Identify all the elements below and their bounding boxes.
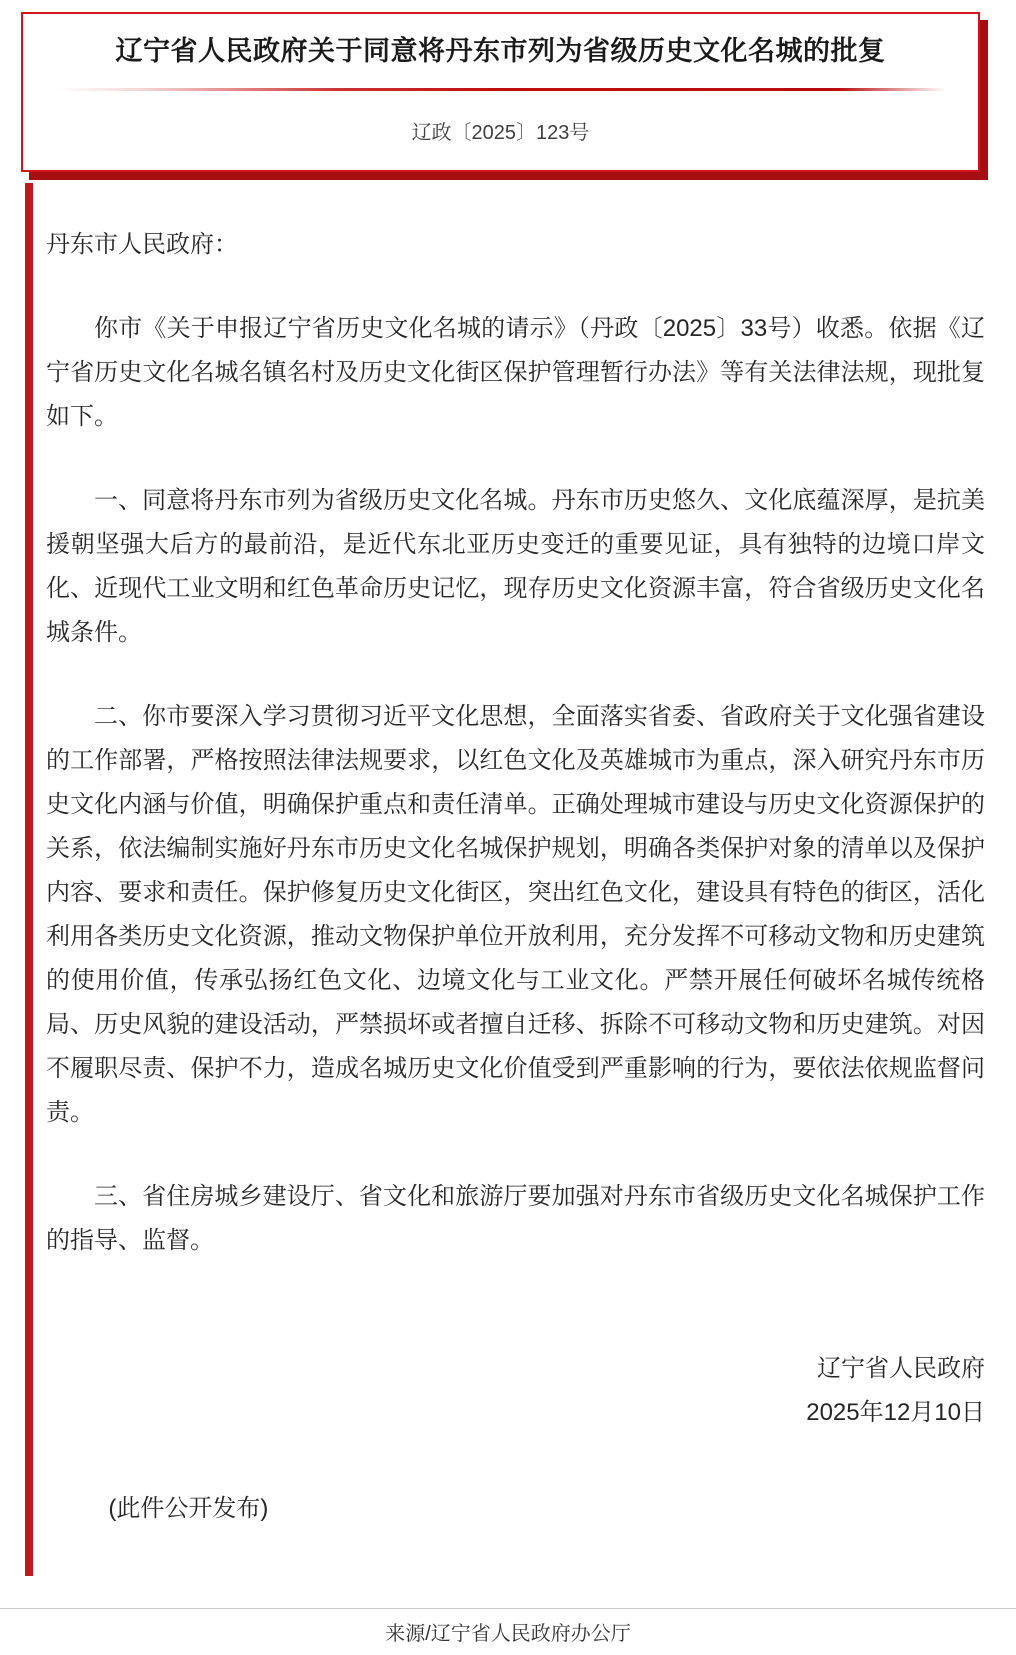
document-body [25,183,990,1576]
paragraph-item-3: 三、省住房城乡建设厅、省文化和旅游厅要加强对丹东市省级历史文化名城保护工作的指导、监督。 [46,1183,985,1254]
signature-date: 2025年12月10日 [806,1399,985,1426]
document-title: 辽宁省人民政府关于同意将丹东市列为省级历史文化名城的批复 [115,36,886,66]
footer-divider [0,1608,1016,1609]
paragraph-item-2: 二、你市要深入学习贯彻习近平文化思想，全面落实省委、省政府关于文化强省建设的工作部署，严格按照法律法规要求，以红色文化及英雄城市为重点，深入研究丹东市历史文化内涵与价值，明确保护重点和责任清单。正确处理城市建设与历史文化资源保护的关系，依法编制实施好丹东市历史文化名城保护规划，明确各类保护对象的清单以及保护内容、要求和责任。保护修复历史文化街区，突出红色文化，建设具有特色的街区，活化利用各类历史文化资源，推动文物保护单位开放利用，充分发挥不可移动文物和历史建筑的使用价值，传承弘扬红色文化、边境文化与工业文化。严禁开展任何破坏名城传统格局、历史风貌的建设活动，严禁损坏或者擅自迁移、拆除不可移动文物和历史建筑。对因不履职尽责、保护不力，造成名城历史文化价值受到严重影响的行为，要依法依规监督问责。 [46,703,985,1126]
document-header-box [21,12,980,172]
public-release-note: (此件公开发布) [108,1495,269,1522]
paragraph-item-1: 一、同意将丹东市列为省级历史文化名城。丹东市历史悠久、文化底蕴深厚，是抗美援朝坚强大后方的最前沿，是近代东北亚历史变迁的重要见证，具有独特的边境口岸文化、近现代工业文明和红色革命历史记忆，现存历史文化资源丰富，符合省级历史文化名城条件。 [46,487,985,646]
document-number: 辽政〔2025〕123号 [411,122,590,144]
signature-issuer: 辽宁省人民政府 [817,1355,985,1382]
salutation: 丹东市人民政府： [46,231,238,258]
document-page [0,12,1016,1646]
red-gradient-divider [56,88,944,91]
footer-source: 来源/辽宁省人民政府办公厅 [385,1623,631,1645]
paragraph-intro: 你市《关于申报辽宁省历史文化名城的请示》（丹政〔2025〕33号）收悉。依据《辽宁省历史文化名城名镇名村及历史文化街区保护管理暂行办法》等有关法律法规，现批复如下。 [46,315,985,430]
